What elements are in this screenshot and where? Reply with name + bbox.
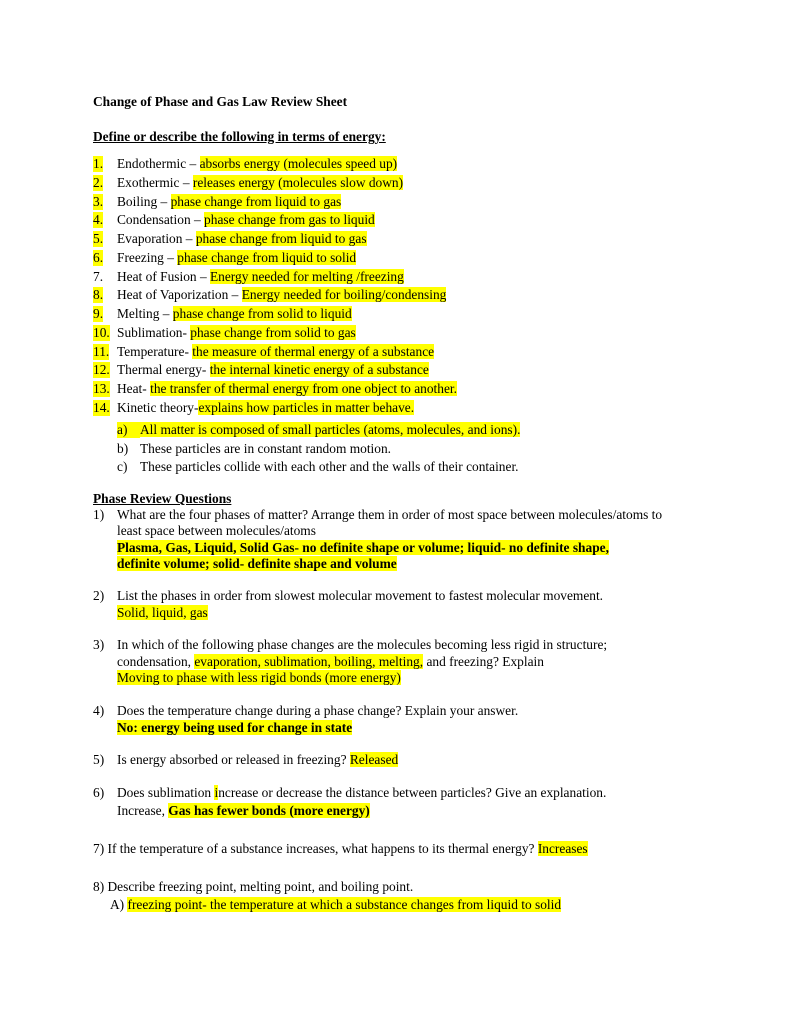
term-label: Temperature- <box>117 344 193 359</box>
kinetic-point-letter: b) <box>117 441 129 456</box>
kinetic-point-text: These particles collide with each other and the walls of their container. <box>140 459 519 474</box>
q2-question: List the phases in order from slowest molecular movement to fastest molecular movement. <box>117 588 604 603</box>
term-number: 13. <box>93 381 110 396</box>
q7-answer: Increases <box>537 841 588 856</box>
term-answer: the transfer of thermal energy from one object to another. <box>150 381 457 396</box>
q6-answer: Gas has fewer bonds (more energy) <box>168 803 370 818</box>
term-number: 2. <box>93 175 104 190</box>
q8-a-label: A) <box>110 897 128 912</box>
q6-question-post: ncrease or decrease the distance between particles? Give an explanation. <box>218 785 607 800</box>
term-item <box>117 250 356 266</box>
term-item <box>117 381 457 397</box>
q3-question-line1: In which of the following phase changes are the molecules becoming less rigid in structure; <box>117 637 608 652</box>
term-item <box>117 306 352 322</box>
term-label: Heat of Vaporization – <box>117 287 242 302</box>
term-item <box>117 175 403 191</box>
term-answer: the internal kinetic energy of a substance <box>209 362 429 377</box>
kinetic-point <box>117 422 520 438</box>
q5-question: Is energy absorbed or released in freezing? <box>117 752 350 767</box>
q3-answer: Moving to phase with less rigid bonds (more energy) <box>117 670 401 685</box>
q8-question: 8) Describe freezing point, melting point, and boiling point. <box>93 879 414 894</box>
term-item <box>117 325 356 341</box>
kinetic-point-text: These particles are in constant random motion. <box>140 441 391 456</box>
term-label: Melting – <box>117 306 173 321</box>
term-item <box>117 344 434 360</box>
term-answer: Energy needed for melting /freezing <box>209 269 404 284</box>
term-label: Evaporation – <box>117 231 196 246</box>
q3-line2-pre: condensation, <box>117 654 195 669</box>
q1-answer-highlight1: Plasma, Gas, Liquid, Solid Gas- no definite shape or volume; liquid- no definite shape, <box>117 540 609 555</box>
term-item <box>117 362 429 378</box>
term-number: 4. <box>93 212 104 227</box>
document-title: Change of Phase and Gas Law Review Sheet <box>93 94 348 109</box>
term-answer: phase change from gas to liquid <box>204 212 375 227</box>
term-number: 3. <box>93 194 104 209</box>
term-number: 12. <box>93 362 110 377</box>
term-item <box>117 287 446 303</box>
q7-line <box>93 841 588 857</box>
term-item <box>117 231 367 247</box>
q5-question-line <box>117 752 398 768</box>
q6-answer-line <box>117 803 370 819</box>
q2-answer: Solid, liquid, gas <box>117 605 208 620</box>
q1-answer-line2 <box>117 556 397 572</box>
q4-number: 4) <box>93 703 105 718</box>
q1-question-line2: least space between molecules/atoms <box>117 523 316 538</box>
term-label: Heat- <box>117 381 151 396</box>
q5-number: 5) <box>93 752 105 767</box>
term-item <box>117 212 375 228</box>
term-item <box>117 156 397 172</box>
term-label: Exothermic – <box>117 175 193 190</box>
term-label: Sublimation- <box>117 325 191 340</box>
term-item <box>117 400 414 416</box>
kinetic-point-letter: a) <box>117 422 140 438</box>
term-number: 5. <box>93 231 104 246</box>
q6-question-pre: Does sublimation <box>117 785 215 800</box>
q6-highlight-letter: i <box>214 785 219 800</box>
kinetic-point-letter: c) <box>117 459 128 474</box>
q4-question: Does the temperature change during a phase change? Explain your answer. <box>117 703 519 718</box>
term-number: 1. <box>93 156 104 171</box>
q7-question: 7) If the temperature of a substance increases, what happens to its thermal energy? <box>93 841 538 856</box>
q5-answer: Released <box>349 752 399 767</box>
term-number: 11. <box>93 344 110 359</box>
term-answer: explains how particles in matter behave. <box>198 400 415 415</box>
term-label: Heat of Fusion – <box>117 269 210 284</box>
term-answer: phase change from liquid to gas <box>170 194 342 209</box>
term-item <box>117 194 341 210</box>
q3-line2-highlight: evaporation, sublimation, boiling, melting, <box>194 654 424 669</box>
define-heading: Define or describe the following in terms of energy: <box>93 129 386 144</box>
term-number: 7. <box>93 269 104 284</box>
kinetic-point <box>117 441 391 457</box>
term-label: Boiling – <box>117 194 171 209</box>
q2-number: 2) <box>93 588 105 603</box>
q3-answer-line <box>117 670 401 686</box>
q3-line2-post: and freezing? Explain <box>423 654 544 669</box>
term-answer: phase change from solid to gas <box>190 325 356 340</box>
phase-heading: Phase Review Questions <box>93 491 232 506</box>
term-label: Freezing – <box>117 250 178 265</box>
q1-answer-line1 <box>117 540 609 556</box>
term-answer: absorbs energy (molecules speed up) <box>199 156 398 171</box>
q1-question-line1: What are the four phases of matter? Arrange them in order of most space between molecules/atoms to <box>117 507 663 522</box>
term-item <box>117 269 404 285</box>
term-number: 10. <box>93 325 110 340</box>
term-label: Kinetic theory- <box>117 400 199 415</box>
q4-answer-line <box>117 720 352 736</box>
q1-answer-highlight2: definite volume; solid- definite shape and volume <box>117 556 397 571</box>
term-answer: Energy needed for boiling/condensing <box>241 287 447 302</box>
kinetic-point <box>117 459 519 475</box>
q3-question-line2 <box>117 654 544 670</box>
q6-question <box>117 785 606 801</box>
q1-number: 1) <box>93 507 105 522</box>
q6-number: 6) <box>93 785 105 800</box>
term-label: Condensation – <box>117 212 205 227</box>
term-answer: phase change from liquid to gas <box>195 231 367 246</box>
term-answer: releases energy (molecules slow down) <box>192 175 404 190</box>
q8-a-line <box>110 897 561 913</box>
term-label: Thermal energy- <box>117 362 210 377</box>
term-answer: phase change from liquid to solid <box>177 250 357 265</box>
term-answer: phase change from solid to liquid <box>172 306 352 321</box>
term-number: 8. <box>93 287 104 302</box>
term-number: 6. <box>93 250 104 265</box>
term-number: 14. <box>93 400 110 415</box>
q3-number: 3) <box>93 637 105 652</box>
term-label: Endothermic – <box>117 156 200 171</box>
term-number: 9. <box>93 306 104 321</box>
term-answer: the measure of thermal energy of a substance <box>192 344 435 359</box>
kinetic-point-text: All matter is composed of small particles (atoms, molecules, and ions). <box>140 422 521 437</box>
q8-a-answer: freezing point- the temperature at which a substance changes from liquid to solid <box>127 897 562 912</box>
q2-answer-line <box>117 605 208 621</box>
q4-answer: No: energy being used for change in state <box>117 720 353 735</box>
q6-answer-pre: Increase, <box>117 803 169 818</box>
